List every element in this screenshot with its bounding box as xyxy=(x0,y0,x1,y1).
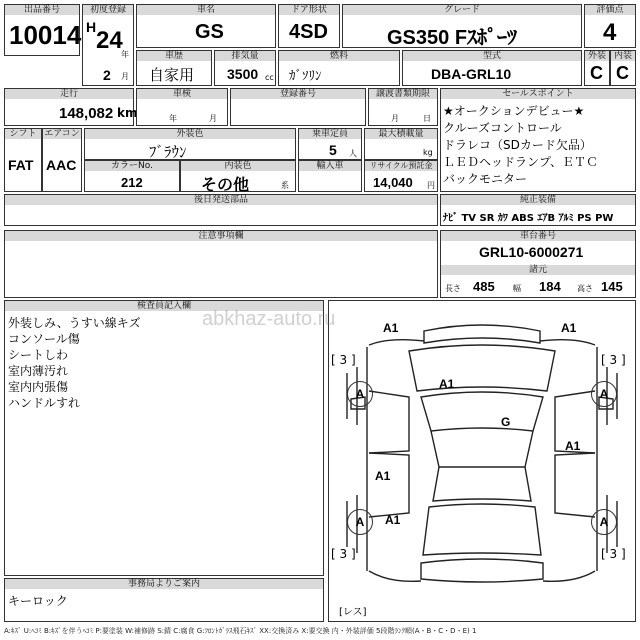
equipment-item: ﾅﾋﾞ xyxy=(443,213,458,224)
height-label: 高さ xyxy=(577,284,593,293)
damage-label: G xyxy=(501,415,511,429)
interior-grade-box xyxy=(610,50,636,86)
inspector-line: 外装しみ、うすい線キズ xyxy=(8,316,141,330)
interior-grade-header: 内装 xyxy=(611,51,635,61)
grade-value: GS350 Fｽﾎﾟｰﾂ xyxy=(387,27,518,49)
aircon-box xyxy=(42,128,82,192)
displacement-value: 3500 xyxy=(227,66,259,82)
capacity-header: 乗車定員 xyxy=(299,129,361,139)
res-label: [レス] xyxy=(339,607,367,618)
damage-label: A1 xyxy=(383,321,399,335)
exterior-grade-value: C xyxy=(590,63,603,83)
displacement-header: 排気量 xyxy=(215,51,275,61)
model-header: 車名 xyxy=(137,5,275,15)
color-no-value: 212 xyxy=(121,175,143,190)
damage-label: A1 xyxy=(439,377,455,391)
equipment-item: ｶﾜ xyxy=(497,213,508,224)
mileage-box xyxy=(4,88,138,126)
rear-docs-header: 後日発送部品 xyxy=(5,195,437,205)
damage-circle: A xyxy=(347,509,373,535)
first-reg-month-unit: 月 xyxy=(121,72,129,81)
mileage-header: 走行 xyxy=(5,89,133,99)
diagram-side-left: [ 3 ] xyxy=(331,353,356,367)
damage-circle: A xyxy=(591,381,617,407)
doors-header: ドア形状 xyxy=(279,5,339,15)
equipment-header: 純正装備 xyxy=(441,195,635,205)
chassis-type-value: DBA-GRL10 xyxy=(431,66,512,82)
recycle-header: リサイクル預託金 xyxy=(365,161,437,171)
equipment-item: SR xyxy=(479,213,495,224)
notes-header: 注意事項欄 xyxy=(5,231,437,241)
length-value: 485 xyxy=(473,279,495,294)
history-box xyxy=(136,50,212,86)
max-load-unit: kg xyxy=(423,148,433,157)
office-header: 事務局よりご案内 xyxy=(5,579,323,589)
import-header: 輸入車 xyxy=(299,161,361,171)
grade-header: グレード xyxy=(343,5,581,15)
score-box xyxy=(584,4,636,48)
interior-color-header: 内装色 xyxy=(181,161,295,171)
lot-header: 出品番号 xyxy=(5,5,79,15)
width-value: 184 xyxy=(539,279,561,294)
lot-box xyxy=(4,4,80,56)
dimensions-header: 諸元 xyxy=(441,265,635,275)
res-text: レス xyxy=(342,607,363,618)
damage-label: A1 xyxy=(561,321,577,335)
diagram-side-right-lower-num: 3 xyxy=(609,547,618,561)
equipment-list xyxy=(443,209,613,224)
sales-points-box xyxy=(440,88,636,192)
history-header: 車歴 xyxy=(137,51,211,61)
model-box xyxy=(136,4,276,48)
car-outline xyxy=(329,301,635,621)
damage-label: A1 xyxy=(385,513,401,527)
fuel-header: 燃料 xyxy=(279,51,399,61)
sales-point-line: ドラレコ（SDカード欠品） xyxy=(443,138,592,152)
first-reg-era: H xyxy=(86,19,97,35)
history-value: 自家用 xyxy=(149,66,195,84)
first-reg-box xyxy=(82,4,134,86)
model-name: GS xyxy=(195,21,224,43)
doors-box xyxy=(278,4,340,48)
inspection-header: 車検 xyxy=(137,89,227,99)
interior-color-box xyxy=(180,160,296,192)
capacity-unit: 人 xyxy=(349,149,357,158)
exterior-color-value: ﾌﾞﾗｳﾝ xyxy=(149,143,187,161)
inspector-header: 検査員記入欄 xyxy=(5,301,323,311)
import-box xyxy=(298,160,362,192)
grade-box xyxy=(342,4,582,48)
plate-header: 登録番号 xyxy=(231,89,365,99)
transfer-box xyxy=(368,88,438,126)
interior-grade-value: C xyxy=(616,63,629,83)
shift-header: シフト xyxy=(5,129,41,139)
chassis-no-header: 車台番号 xyxy=(441,231,635,241)
recycle-box xyxy=(364,160,438,192)
score-value: 4 xyxy=(603,19,617,46)
chassis-no-box xyxy=(440,230,636,298)
first-reg-year-unit: 年 xyxy=(121,50,129,59)
damage-circle: A xyxy=(347,381,373,407)
width-label: 幅 xyxy=(513,284,521,293)
inspector-line: コンソール傷 xyxy=(8,332,80,346)
transfer-header: 譲渡書類期限 xyxy=(369,89,437,99)
length-label: 長さ xyxy=(445,284,461,293)
max-load-box xyxy=(364,128,438,160)
diagram-side-left-lower: [ 3 ] xyxy=(331,547,356,561)
inspector-line: 室内薄汚れ xyxy=(8,364,69,378)
inspection-month-unit: 月 xyxy=(209,114,217,123)
aircon-header: エアコン xyxy=(44,129,80,139)
plate-box xyxy=(230,88,366,126)
inspector-line: シートしわ xyxy=(8,348,69,362)
exterior-color-box xyxy=(84,128,296,160)
shift-value: FAT xyxy=(8,157,34,173)
equipment-item: ｴｱB xyxy=(537,213,556,224)
recycle-unit: 円 xyxy=(427,181,435,190)
first-reg-month: 2 xyxy=(103,67,111,83)
damage-circle: A xyxy=(591,509,617,535)
sales-point-line: クルーズコントロール xyxy=(443,121,562,135)
fuel-value: ｶﾞｿﾘﾝ xyxy=(289,69,322,84)
mileage-value: 148,082 xyxy=(59,105,114,122)
office-value: キーロック xyxy=(8,594,68,608)
diagram-side-right-num: 3 xyxy=(609,353,618,367)
equipment-item: PS xyxy=(577,213,592,224)
diagram-side-left-lower-num: 3 xyxy=(339,547,348,561)
height-value: 145 xyxy=(601,279,623,294)
displacement-box xyxy=(214,50,276,86)
exterior-grade-box xyxy=(584,50,610,86)
transfer-month-unit: 月 xyxy=(391,114,399,123)
inspection-year-unit: 年 xyxy=(169,114,177,123)
damage-label: A1 xyxy=(375,469,391,483)
legend: A:ｷｽﾞ U:ﾍｺﾐ B:ｷｽﾞを伴うﾍｺﾐ P:要塗装 W:補修跡 S:錆 C:腐食 G:ﾌﾛﾝﾄｶﾞﾗｽ飛石ｷｽﾞ XX:交換済み X:要交換 内・外装評価 5段階ﾗﾝｸ順(A・B・C・D・E) 1 xyxy=(4,627,477,635)
exterior-grade-header: 外装 xyxy=(585,51,609,61)
color-no-box xyxy=(84,160,180,192)
capacity-value: 5 xyxy=(329,142,337,158)
inspector-box xyxy=(4,300,324,576)
first-reg-header: 初度登録 xyxy=(83,5,133,15)
sales-points-header: セールスポイント xyxy=(441,89,635,99)
chassis-type-box xyxy=(402,50,582,86)
diagram-side-right-lower: [ 3 ] xyxy=(601,547,626,561)
equipment-item: ｱﾙﾐ xyxy=(558,213,574,224)
lot-number: 10014 xyxy=(9,20,82,50)
notes-box xyxy=(4,230,438,298)
interior-color-unit: 系 xyxy=(281,181,289,190)
car-diagram xyxy=(328,300,636,622)
chassis-no-value: GRL10-6000271 xyxy=(479,244,584,260)
max-load-header: 最大積載量 xyxy=(365,129,437,139)
capacity-box xyxy=(298,128,362,160)
inspector-line: ハンドルすれ xyxy=(8,396,81,410)
inspection-box xyxy=(136,88,228,126)
diagram-side-left-num: 3 xyxy=(339,353,348,367)
fuel-box xyxy=(278,50,400,86)
chassis-type-header: 型式 xyxy=(403,51,581,61)
interior-color-value: その他 xyxy=(201,175,250,194)
watermark: abkhaz-auto.ru xyxy=(202,308,336,330)
diagram-side-right: [ 3 ] xyxy=(601,353,626,367)
score-header: 評価点 xyxy=(585,5,635,15)
equipment-item: PW xyxy=(595,213,614,224)
displacement-unit: cc xyxy=(265,73,274,82)
damage-label: A1 xyxy=(565,439,581,453)
office-box xyxy=(4,578,324,622)
exterior-color-header: 外装色 xyxy=(85,129,295,139)
sales-point-line: ★オークションデビュー★ xyxy=(443,104,585,118)
equipment-item: ABS xyxy=(511,213,534,224)
equipment-box xyxy=(440,194,636,226)
color-no-header: カラーNo. xyxy=(85,161,179,171)
equipment-item: TV xyxy=(461,213,477,224)
sales-point-line: ＬＥＤヘッドランプ、ＥＴＣ xyxy=(443,155,599,169)
sales-point-line: バックモニター xyxy=(443,172,528,186)
shift-box xyxy=(4,128,42,192)
transfer-day-unit: 日 xyxy=(423,114,431,123)
rear-docs-box xyxy=(4,194,438,226)
aircon-value: AAC xyxy=(46,157,77,173)
inspector-line: 室内内張傷 xyxy=(8,380,69,394)
mileage-unit: km xyxy=(117,106,138,120)
recycle-value: 14,040 xyxy=(373,175,413,190)
first-reg-year: 24 xyxy=(96,27,123,54)
doors-value: 4SD xyxy=(289,21,328,43)
